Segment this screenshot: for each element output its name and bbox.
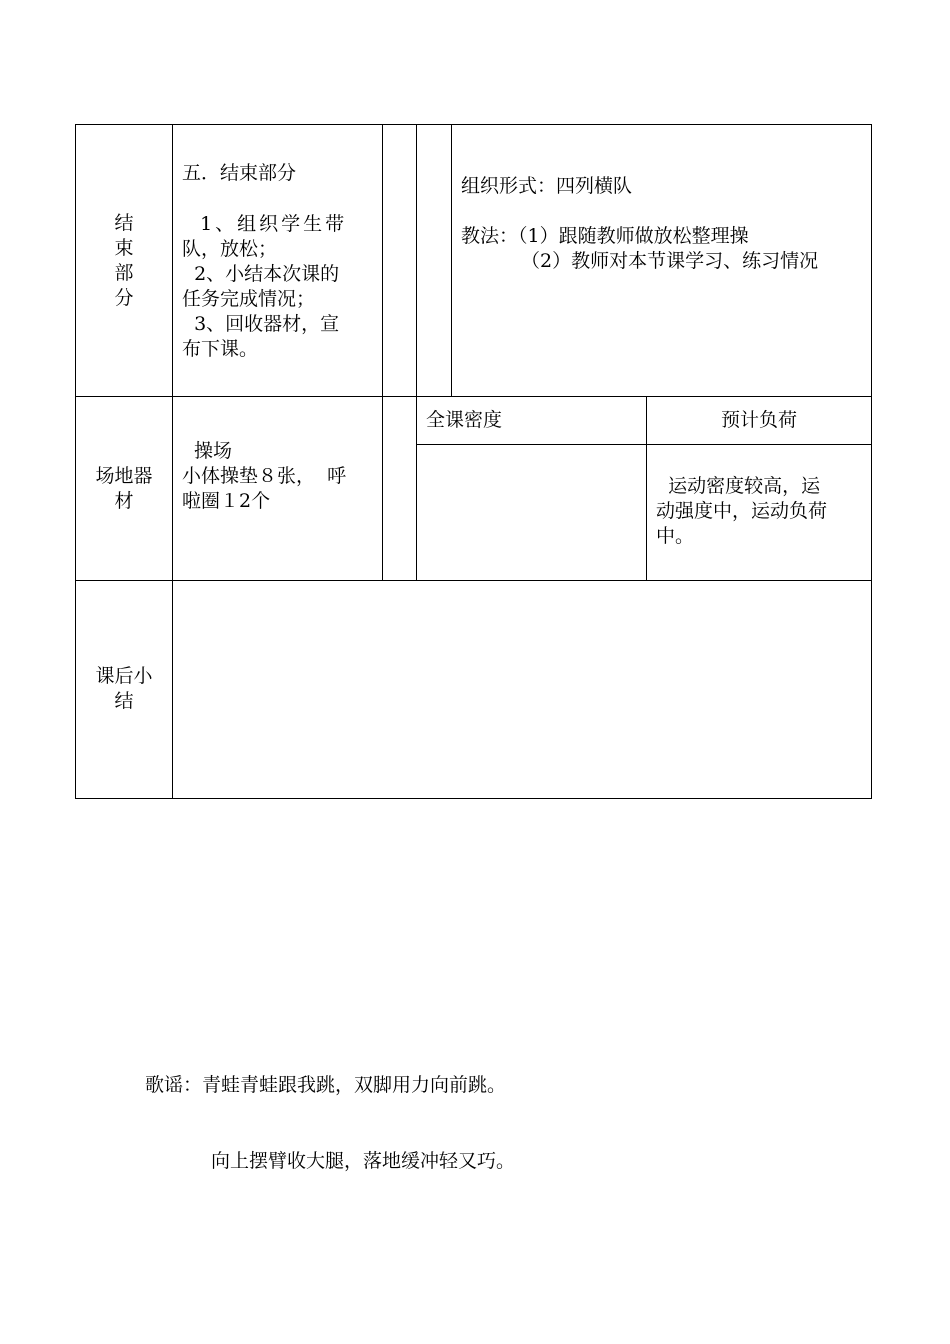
teaching-method-line: 教法：（1）跟随教师做放松整理操 [461, 225, 749, 247]
summary-label: 结 [114, 690, 134, 712]
narrow-column-divider-2 [416, 124, 417, 581]
rhyme-line: 向上摆臂收大腿，落地缓冲轻又巧。 [211, 1150, 516, 1172]
expected-load-line: 中。 [656, 525, 695, 547]
expected-load-line: 运动密度较高，运 [656, 475, 821, 497]
closing-step-line: 任务完成情况； [182, 288, 316, 310]
load-column-divider [646, 396, 647, 581]
venue-content-line: 啦圈１2个 [182, 490, 271, 512]
closing-step-line: 1、组织学生带 [182, 213, 348, 235]
table-border-right [871, 124, 872, 799]
closing-label-char: 结 [114, 212, 134, 234]
venue-content-line: 操场 [194, 440, 233, 462]
venue-label: 材 [114, 490, 134, 512]
closing-heading: 五．结束部分 [182, 162, 297, 184]
closing-label-char: 部 [114, 262, 134, 284]
closing-label-char: 束 [114, 237, 134, 259]
summary-label: 课后小 [95, 665, 153, 687]
closing-step-line: 2、小结本次课的 [182, 263, 340, 285]
organization-form: 组织形式：四列横队 [461, 175, 633, 197]
closing-step-line: 布下课。 [182, 338, 259, 360]
table-border-bottom [75, 798, 872, 799]
table-border-left [75, 124, 76, 799]
expected-load-header: 预计负荷 [720, 409, 797, 431]
density-header: 全课密度 [426, 409, 503, 431]
rhyme-line: 歌谣：青蛙青蛙跟我跳，双脚用力向前跳。 [145, 1074, 507, 1096]
venue-label: 场地器 [95, 465, 153, 487]
closing-step-line: 队，放松； [182, 238, 278, 260]
load-header-divider [416, 444, 872, 445]
label-column-divider [172, 124, 173, 799]
closing-label-char: 分 [114, 287, 134, 309]
row-divider-2 [75, 580, 872, 581]
venue-content-line: 小体操垫８张， 呼 [182, 465, 347, 487]
closing-step-line: 3、回收器材，宣 [182, 313, 340, 335]
narrow-column-divider-1 [382, 124, 383, 581]
teaching-method-line: （2）教师对本节课学习、练习情况 [521, 250, 819, 272]
expected-load-line: 动强度中，运动负荷 [656, 500, 828, 522]
narrow-column-divider-3 [451, 124, 452, 397]
table-border-top [75, 124, 872, 125]
row-divider-1 [75, 396, 872, 397]
